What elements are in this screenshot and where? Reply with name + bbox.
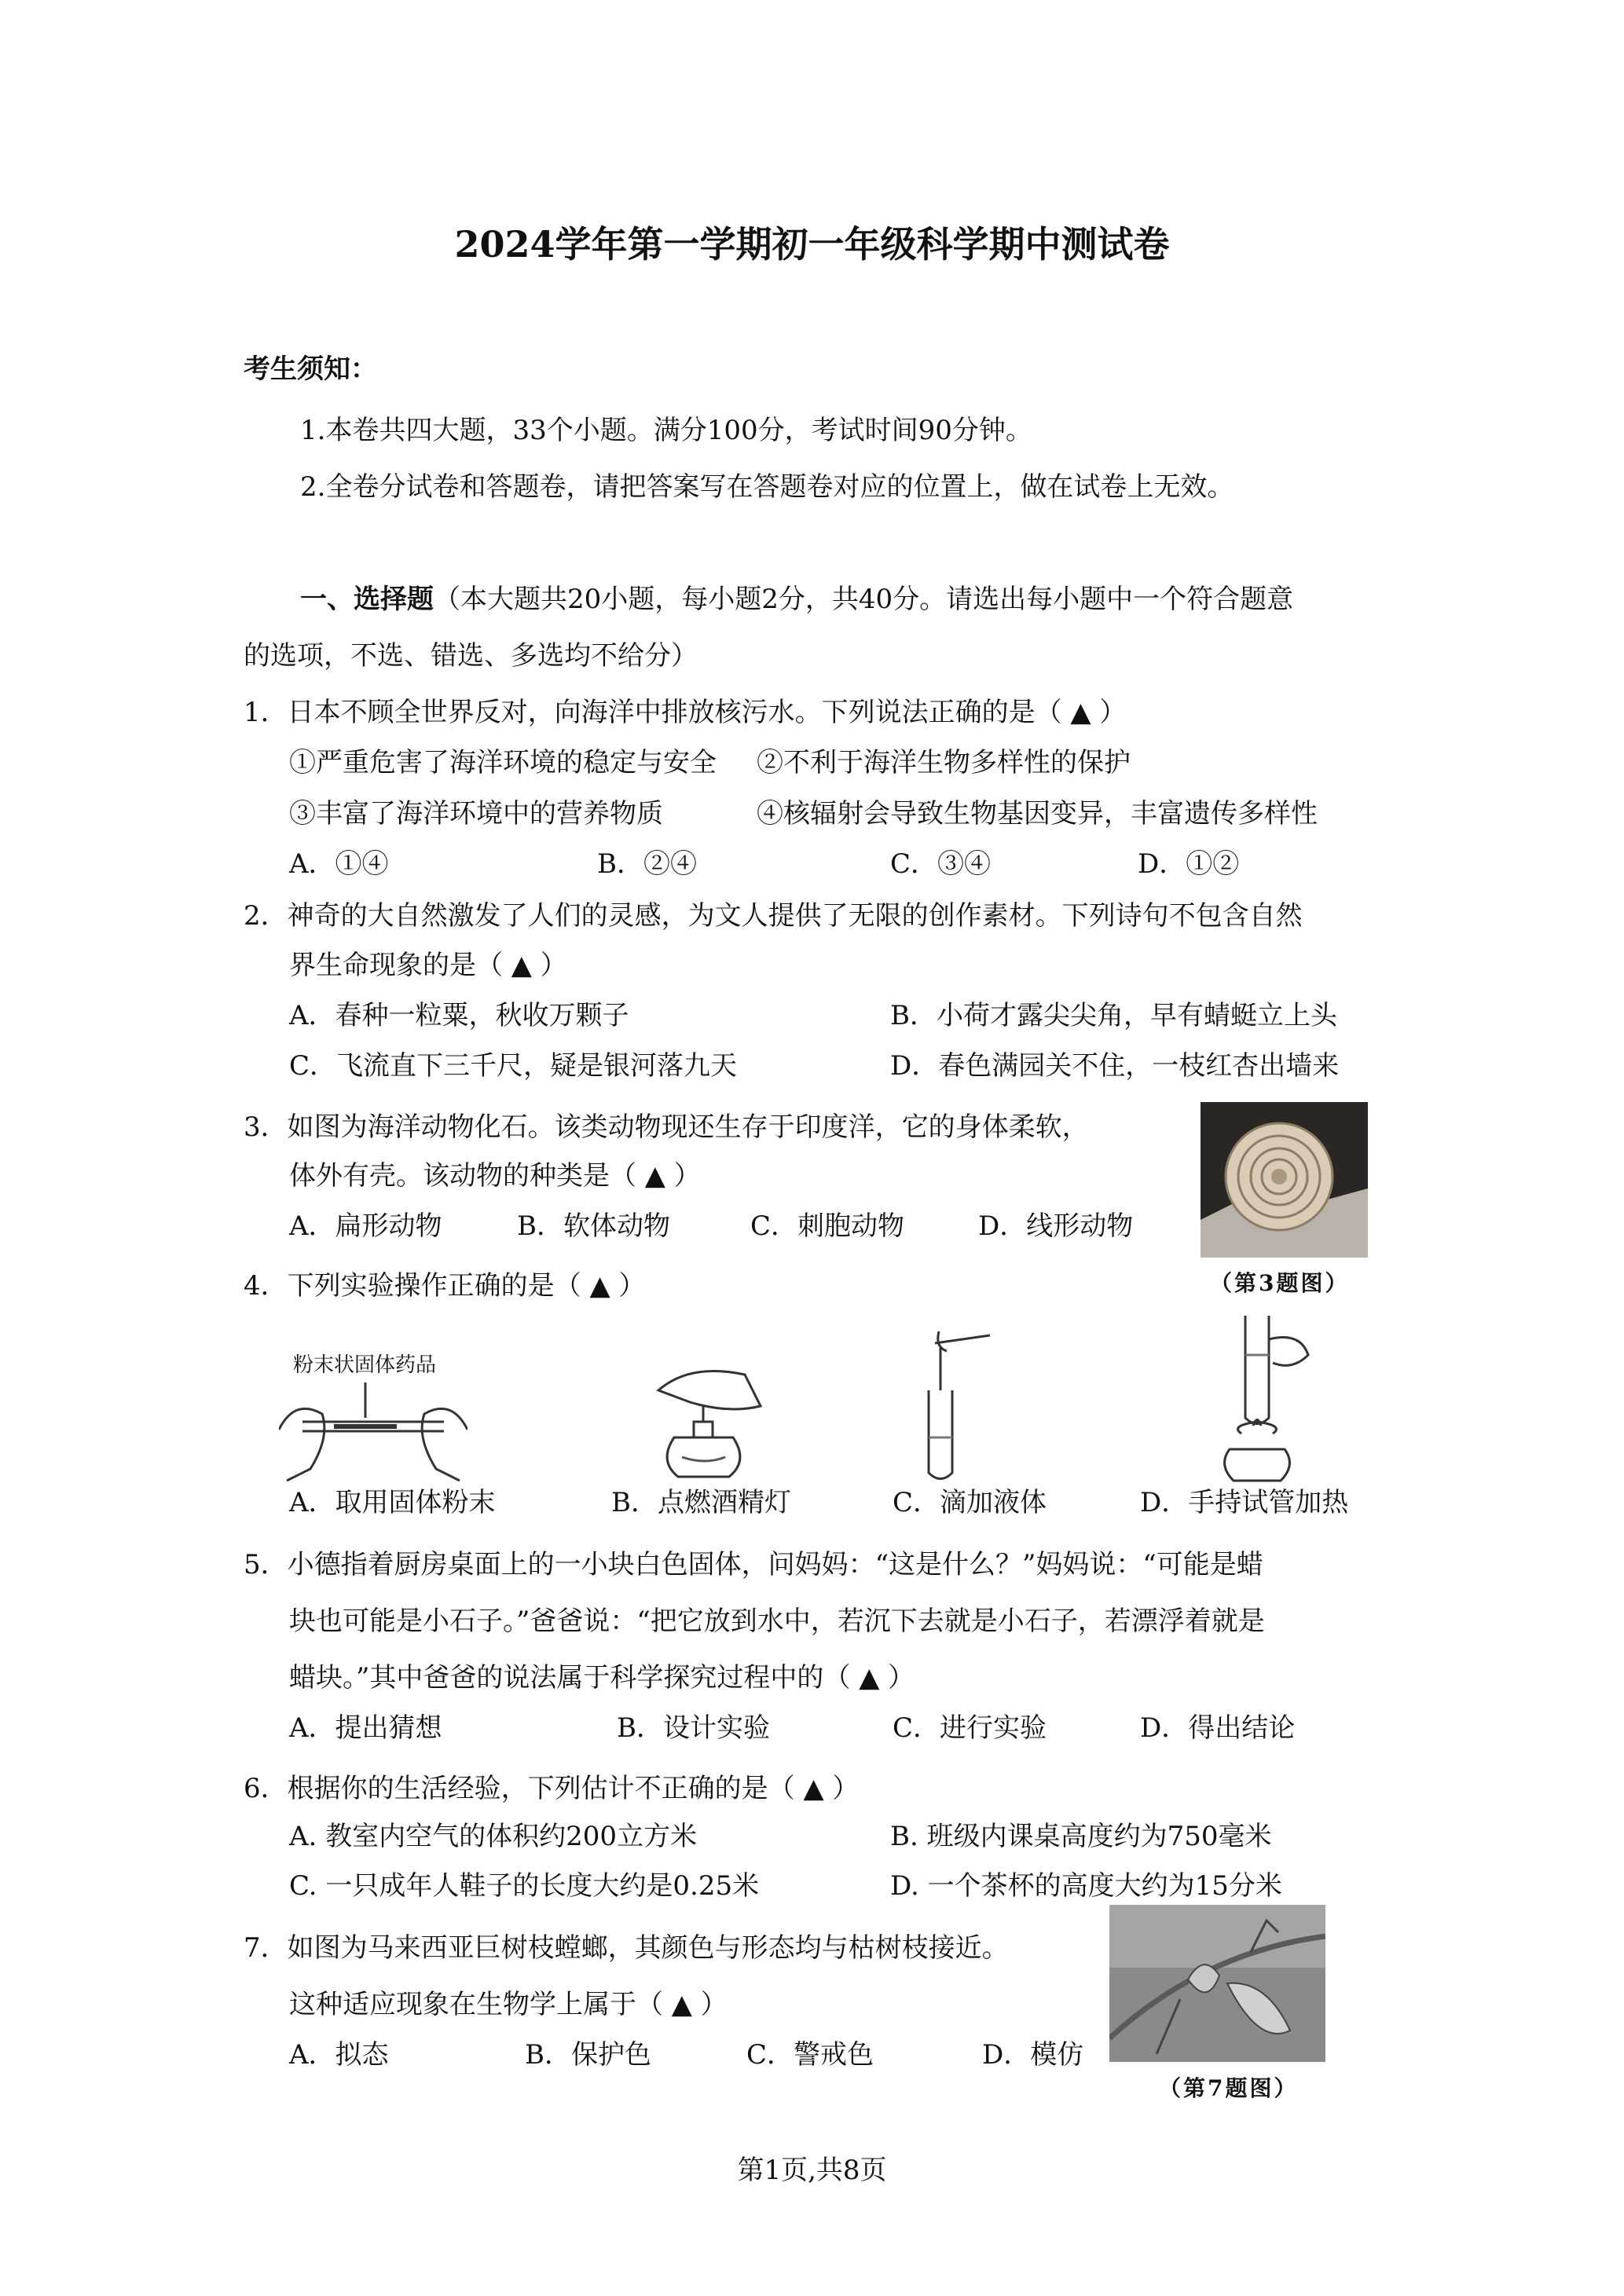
section1-desc-2: 的选项，不选、错选、多选均不给分）	[244, 640, 698, 672]
section1-line1	[300, 584, 1293, 615]
q5-stem-2: 块也可能是小石子。”爸爸说：“把它放到水中，若沉下去就是小石子，若漂浮着就是	[289, 1606, 1265, 1637]
q7-stem-1: 7．如图为马来西亚巨树枝螳螂，其颜色与形态均与枯树枝接近。	[244, 1932, 1009, 1964]
q1-statement-2: ②不利于海洋生物多样性的保护	[757, 747, 1131, 778]
q2-stem-1: 2．神奇的大自然激发了人们的灵感，为文人提供了无限的创作素材。下列诗句不包含自然	[244, 900, 1303, 932]
q2-option-b: B．小荷才露尖尖角，早有蜻蜓立上头	[890, 1000, 1337, 1031]
q3-figure-caption: （第3题图）	[1210, 1270, 1350, 1296]
section1-heading: 一、选择题	[300, 584, 434, 615]
q5-option-b: B．设计实验	[617, 1712, 770, 1744]
q6-stem: 6．根据你的生活经验，下列估计不正确的是（ ▲ ）	[244, 1773, 860, 1804]
q1-option-d: D．①②	[1138, 848, 1240, 880]
q4-option-a: A．取用固体粉末	[289, 1487, 496, 1518]
q3-option-d: D．线形动物	[978, 1210, 1134, 1242]
q2-option-d: D．春色满园关不住，一枝红杏出墙来	[890, 1050, 1340, 1082]
q5-option-a: A．提出猜想	[289, 1712, 442, 1744]
page-number-footer: 第1页,共8页	[737, 2155, 887, 2186]
q1-option-a: A．①④	[289, 848, 389, 880]
q5-stem-3: 蜡块。”其中爸爸的说法属于科学探究过程中的（ ▲ ）	[289, 1662, 915, 1694]
hand-held-heating-illustration	[1198, 1308, 1316, 1485]
q3-stem-1: 3．如图为海洋动物化石。该类动物现还生存于印度洋，它的身体柔软，	[244, 1111, 1089, 1143]
q1-statement-4: ④核辐射会导致生物基因变异，丰富遗传多样性	[757, 798, 1318, 829]
q6-option-d: D. 一个茶杯的高度大约为15分米	[890, 1870, 1282, 1902]
q7-option-d: D．模仿	[982, 2039, 1084, 2071]
q6-option-c: C. 一只成年人鞋子的长度大约是0.25米	[289, 1870, 760, 1902]
page-title: 2024学年第一学期初一年级科学期中测试卷	[454, 223, 1170, 265]
q2-option-a: A．春种一粒粟，秋收万颗子	[289, 1000, 629, 1031]
q5-stem-1: 5．小德指着厨房桌面上的一小块白色固体，问妈妈：“这是什么？”妈妈说：“可能是蜡	[244, 1549, 1263, 1580]
q1-stem: 1．日本不顾全世界反对，向海洋中排放核污水。下列说法正确的是（ ▲ ）	[244, 697, 1127, 728]
q2-option-c: C．飞流直下三千尺，疑是银河落九天	[289, 1050, 738, 1082]
q1-option-b: B．②④	[597, 848, 697, 880]
notice-item-2: 2.全卷分试卷和答题卷，请把答案写在答题卷对应的位置上，做在试卷上无效。	[300, 471, 1234, 503]
powder-sampling-illustration	[279, 1382, 467, 1485]
q6-option-a: A. 教室内空气的体积约200立方米	[289, 1821, 698, 1852]
notice-item-1: 1.本卷共四大题，33个小题。满分100分，考试时间90分钟。	[300, 415, 1032, 446]
q3-stem-2: 体外有壳。该动物的种类是（ ▲ ）	[289, 1160, 701, 1192]
q5-option-c: C．进行实验	[893, 1712, 1047, 1744]
q4-stem: 4．下列实验操作正确的是（ ▲ ）	[244, 1270, 646, 1302]
q4-figure-label: 粉末状固体药品	[293, 1353, 437, 1377]
q1-option-c: C．③④	[890, 848, 992, 880]
q5-option-d: D．得出结论	[1140, 1712, 1296, 1744]
q1-statement-3: ③丰富了海洋环境中的营养物质	[289, 798, 663, 829]
notice-heading: 考生须知：	[244, 353, 377, 385]
q2-stem-2: 界生命现象的是（ ▲ ）	[289, 950, 567, 981]
q3-option-c: C．刺胞动物	[750, 1210, 905, 1242]
q7-option-c: C．警戒色	[746, 2039, 874, 2071]
q3-option-b: B．软体动物	[517, 1210, 670, 1242]
q7-option-a: A．拟态	[289, 2039, 389, 2071]
section1-desc-1: （本大题共20小题，每小题2分，共40分。请选出每小题中一个符合题意	[434, 584, 1294, 615]
q4-option-b: B．点燃酒精灯	[611, 1487, 791, 1518]
q3-option-a: A．扁形动物	[289, 1210, 442, 1242]
alcohol-lamp-illustration	[643, 1359, 764, 1485]
q4-option-c: C．滴加液体	[893, 1487, 1047, 1518]
dropper-tube-illustration	[911, 1320, 1006, 1485]
q7-option-b: B．保护色	[525, 2039, 651, 2071]
q7-stem-2: 这种适应现象在生物学上属于（ ▲ ）	[289, 1989, 728, 2020]
q1-statement-1: ①严重危害了海洋环境的稳定与安全	[289, 747, 717, 778]
ammonite-fossil-image	[1201, 1102, 1368, 1258]
q4-option-d: D．手持试管加热	[1140, 1487, 1349, 1518]
q7-figure-caption: （第7题图）	[1159, 2075, 1299, 2101]
mantis-photo-image	[1109, 1905, 1325, 2062]
q6-option-b: B. 班级内课桌高度约为750毫米	[890, 1821, 1272, 1852]
